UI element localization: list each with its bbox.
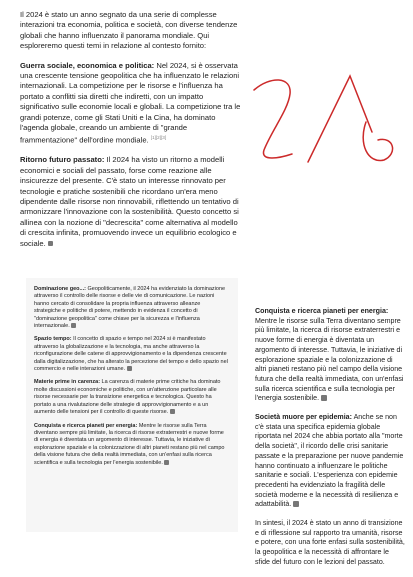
epidemic-paragraph [255,413,405,510]
war-text: Nel 2024, si è osservata una crescente tensione geopolitica che ha influenzato le relazioni internazionali. La competizione per le risorse e l'influenza ha portato a conflitti sia diretti che indiretti, con un impatto significativo sulle economie locali e globali. La competizione tra le grandi potenze, come gli Stati Uniti e la Cina, ha dominato l'agenda globale, creando un ambiente di "grande frammentazione" dell'ordine mondiale. [20,60,241,145]
war-paragraph [20,61,242,147]
source-icon[interactable] [71,323,76,328]
epidemic-heading: Società muore per epidemia: [255,413,352,422]
box-heading: Materie prime in carenza: [34,379,101,386]
conclusion-paragraph: In sintesi, il 2024 è stato un anno di transizione e di riflessione sul rapporto tra umanità, risorse e potere, con una forte enfasi sulla sostenibilità, la geopolitica e la necessità di affrontare le sfide del futuro con le lezioni del passato. [255,519,405,566]
box-paragraph [34,423,228,467]
energy-heading: Conquista e ricerca pianeti per energia: [255,307,389,315]
box-heading: Conquista e ricerca pianeti per energia: [34,422,138,429]
energy-paragraph [255,307,405,404]
intro-paragraph: Il 2024 è stato un anno segnato da una serie di complesse interazioni tra economia, politica e società, con diverse tendenze globali che hanno influenzato il panorama mondiale. Qui esploreremo questi temi in relazione al contesto fornito: [20,10,238,51]
box-text: Il concetto di spazio e tempo nel 2024 si è manifestato attraverso la globalizzazione e la tecnologia, ma anche attraverso la riconfigurazione delle catene di approvvigionamento e la dipendenza crescente dalla digitalizzazione, che ha alterato la percezione del tempo e dello spazio nel commercio e nelle interazioni umane. [34,336,228,373]
war-heading: Guerra sociale, economica e politica: [20,60,155,70]
return-text: Il 2024 ha visto un ritorno a modelli economici e sociali del passato, forse come reazione alle insicurezze del presente. C'è stato un interesse rinnovato per tecnologie e pratiche sostenibili che ricordano un'era meno dipendente dalle risorse non rinnovabili, riflettendo un tentativo di armonizzare l'innovazione con la sostenibilità. Questo concetto si allinea con la nozione di "decrescita" come alternativa al modello di crescita infinita, promuovendo invece un equilibrio ecologico e sociale. [20,155,239,248]
box-text: La carenza di materie prime critiche ha dominato molte discussioni economiche e politiche, con un'attenzione particolare alle risorse necessarie per la transizione energetica e tecnologica. Questo ha portato a una rivalutazione delle strategie di approvvigionamento e a un aumento delle tensioni per il controllo di queste risorse. [34,379,221,416]
source-icon[interactable] [164,460,169,465]
return-paragraph [20,155,242,249]
scribble-drawing [250,70,400,180]
box-paragraph [34,336,228,373]
intro-section [20,10,242,258]
source-icon[interactable] [170,409,175,414]
source-icon[interactable] [293,501,299,507]
citation-refs[interactable]: [1][2][3] [150,135,167,141]
return-heading: Ritorno futuro passato: [20,155,105,165]
box-paragraph [34,286,228,330]
summary-box [26,278,238,532]
source-icon[interactable] [48,241,53,246]
right-column [255,307,405,577]
energy-text: Mentre le risorse sulla Terra diventano sempre più limitate, la ricerca di risorse extraterrestri e nuove forme di energia è diventata un argomento di interesse. Tuttavia, le iniziative di esplorazione spaziale e la colonizzazione di altri pianeti restano più nel campo della visione futura che della realtà immediata, con un'enfasi sulla ricerca scientifica e sulla tecnologia per l'energia sostenibile. [255,316,404,403]
box-text: Mentre le risorse sulla Terra diventano sempre più limitate, la ricerca di risorse extraterrestri e nuove forme di energia è diventata un argomento di interesse. Tuttavia, le iniziative di esplorazione spaziale e la colonizzazione di altri pianeti restano più nel campo della visione futura che della realtà immediata, con un'enfasi sulla ricerca scientifica e sulla tecnologia per l'energia sostenibile. [34,422,225,466]
box-paragraph [34,379,228,416]
box-text: Geopoliticamente, il 2024 ha evidenziato la dominazione attraverso il controllo delle risorse e delle vie di comunicazione. Le nazioni hanno cercato di consolidare la propria influenza attraverso alleanze strategiche e politiche di potere, mettendo in evidenza il concetto di "dominazione geopolitica" come chiave per la sicurezza e l'influenza internazionale. [34,286,226,330]
source-icon[interactable] [127,366,132,371]
epidemic-text: Anche se non c'è stata una specifica epidemia globale riportata nel 2024 che abbia portato alla "morte della società", il ricordo delle crisi sanitarie passate e la preparazione per nuove pandemie hanno continuato a influenzare le politiche sanitarie e sociali. L'esperienza con epidemie precedenti ha evidenziato la fragilità delle società moderne e la necessità di resilienza e adattabilità. [255,413,404,509]
box-heading: Spazio tempo: [34,336,72,343]
source-icon[interactable] [321,395,327,401]
box-heading: Dominazione geo...: [34,286,86,292]
